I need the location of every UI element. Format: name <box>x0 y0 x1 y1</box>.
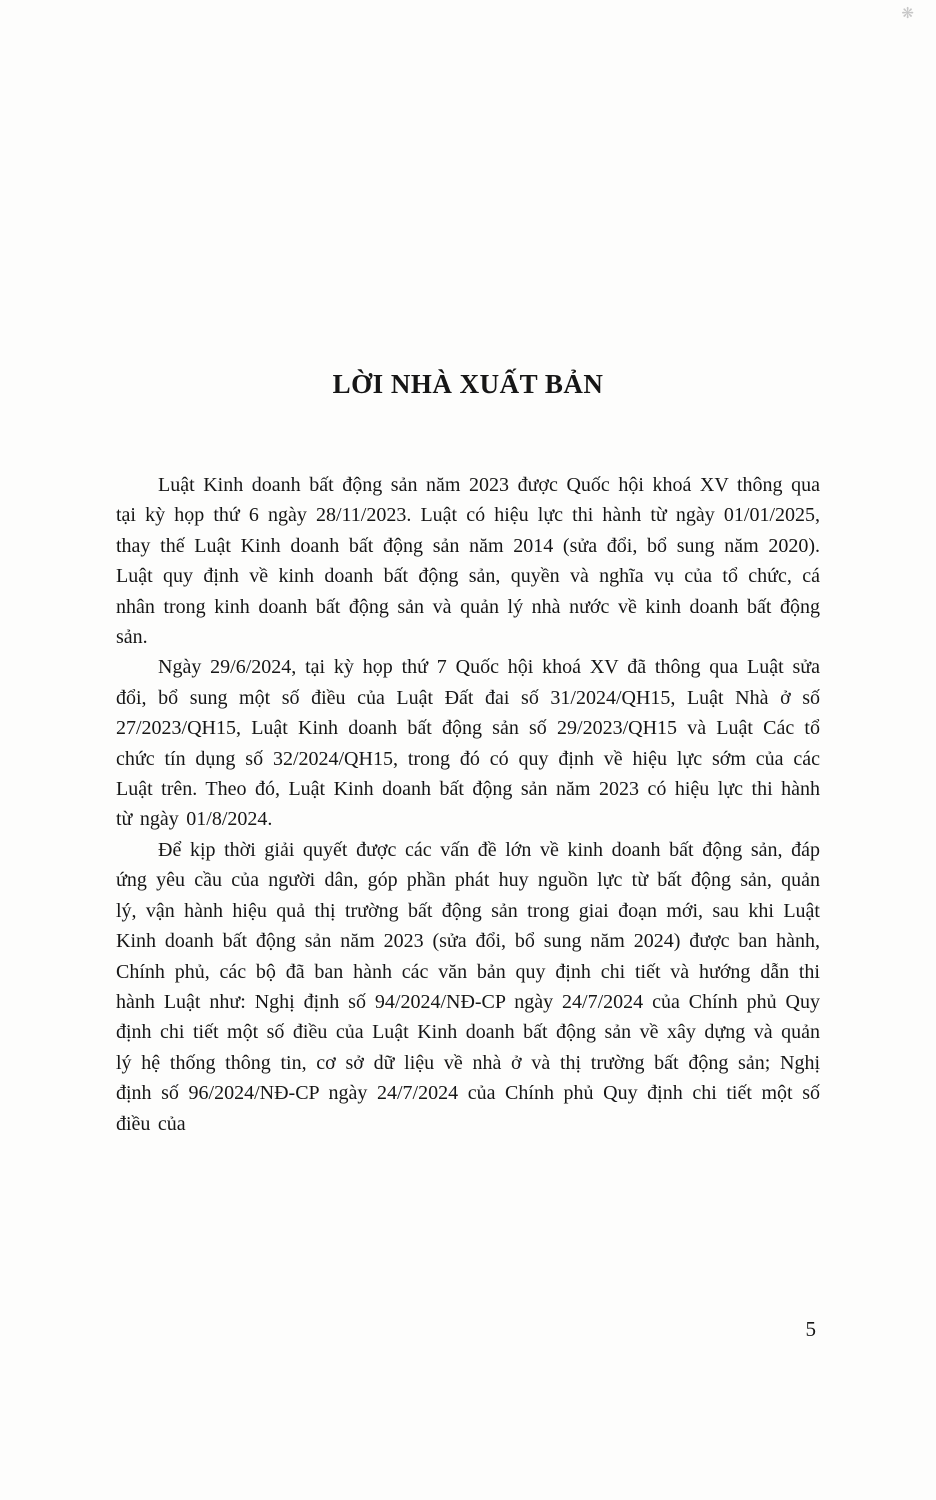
page-title: LỜI NHÀ XUẤT BẢN <box>332 369 604 399</box>
paragraph: Để kịp thời giải quyết được các vấn đề lớn về kinh doanh bất động sản, đáp ứng yêu cầu của người dân, góp phần phát huy nguồn lực từ bất động sản, quản lý, vận hành hiệu quả thị trường bất động sản trong giai đoạn mới, sau khi Luật Kinh doanh bất động sản năm 2023 (sửa đổi, bổ sung năm 2024) được ban hành, Chính phủ, các bộ đã ban hành các văn bản quy định chi tiết và hướng dẫn thi hành Luật như: Nghị định số 94/2024/NĐ-CP ngày 24/7/2024 của Chính phủ Quy định chi tiết một số điều của Luật Kinh doanh bất động sản về xây dựng và quản lý hệ thống thông tin, cơ sở dữ liệu về nhà ở và thị trường bất động sản; Nghị định số 96/2024/NĐ-CP ngày 24/7/2024 của Chính phủ Quy định chi tiết một số điều của <box>116 838 820 1135</box>
flower-icon: ❋ <box>901 4 914 22</box>
paragraph: Luật Kinh doanh bất động sản năm 2023 được Quốc hội khoá XV thông qua tại kỳ họp thứ 6 ngày 28/11/2023. Luật có hiệu lực thi hành từ ngày 01/01/2025, thay thế Luật Kinh doanh bất động sản năm 2014 (sửa đổi, bổ sung năm 2020). Luật quy định về kinh doanh bất động sản, quyền và nghĩa vụ của tổ chức, cá nhân trong kinh doanh bất động sản và quản lý nhà nước về kinh doanh bất động sản. <box>116 474 820 649</box>
paragraph: Ngày 29/6/2024, tại kỳ họp thứ 7 Quốc hội khoá XV đã thông qua Luật sửa đổi, bổ sung một số điều của Luật Đất đai số 31/2024/QH15, Luật Nhà ở số 27/2023/QH15, Luật Kinh doanh bất động sản số 29/2023/QH15 và Luật Các tổ chức tín dụng số 32/2024/QH15, trong đó có quy định về hiệu lực sớm của các Luật trên. Theo đó, Luật Kinh doanh bất động sản năm 2023 có hiệu lực thi hành từ ngày 01/8/2024. <box>116 656 820 831</box>
page-number: 5 <box>805 1317 816 1341</box>
